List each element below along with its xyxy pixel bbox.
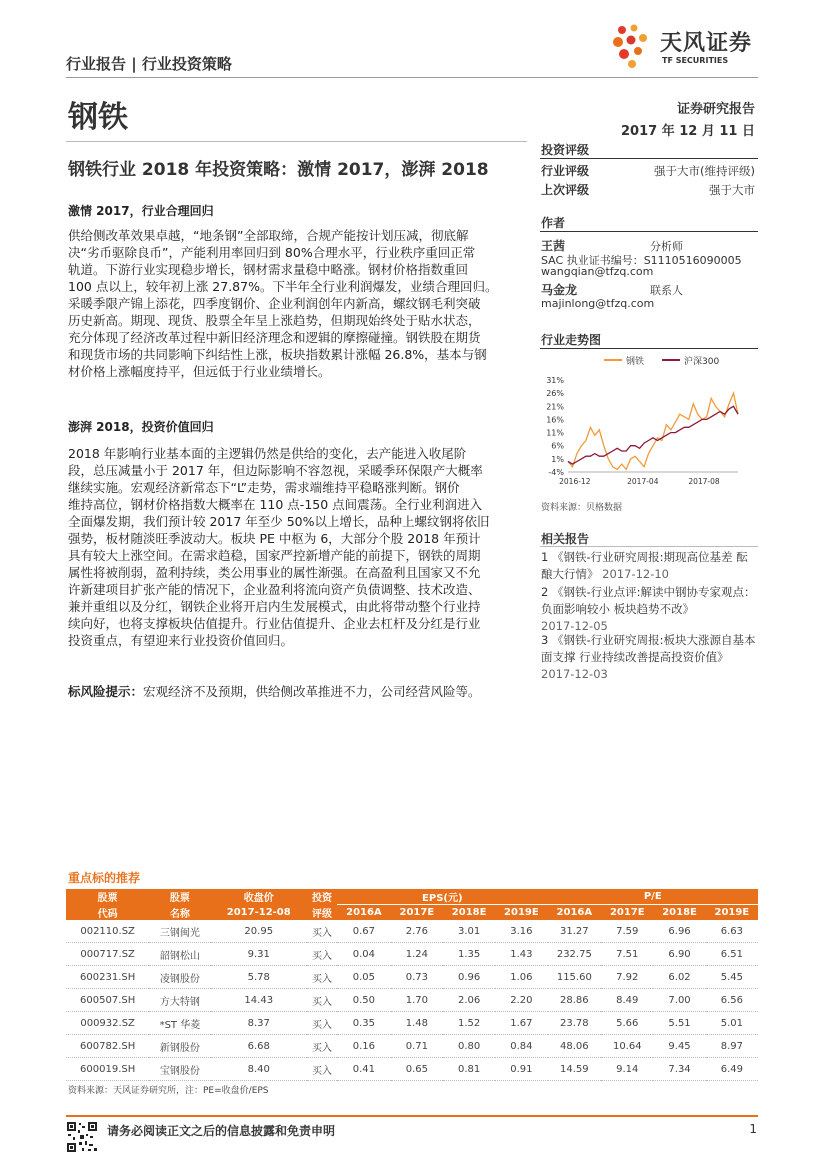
- title-divider: [66, 141, 527, 142]
- table-row: [66, 943, 758, 966]
- rating: 买入: [307, 1035, 337, 1058]
- eps-value: 0.73: [391, 966, 443, 989]
- stock-code: 600019.SH: [66, 1058, 149, 1081]
- logo-text-en: TF SECURITIES: [662, 56, 729, 65]
- eps-value: 0.67: [337, 920, 391, 943]
- related-report-3[interactable]: [541, 632, 759, 683]
- col-name: 股票: [149, 889, 210, 905]
- related-report-date: 2017-12-10: [602, 567, 669, 581]
- author1-email: wangqian@tfzq.com: [541, 265, 654, 278]
- section2-line: 许新建项目扩张产能的情况下，企业盈利将流向资产负债调整、技术改造、: [68, 582, 481, 597]
- col-year: 2016A: [337, 905, 391, 921]
- report-category: 行业报告 | 行业投资策略: [66, 55, 232, 73]
- y-tick-label: -4%: [548, 468, 564, 477]
- col-year: 2017E: [601, 905, 653, 921]
- eps-value: 2.20: [495, 989, 547, 1012]
- section2-body: [68, 445, 522, 649]
- eps-value: 0.65: [391, 1058, 443, 1081]
- pe-value: 5.45: [706, 966, 758, 989]
- y-tick-label: 26%: [546, 389, 564, 399]
- y-tick-label: 16%: [546, 415, 564, 425]
- industry-trend-chart: [540, 350, 758, 492]
- author2-email: majinlong@tfzq.com: [541, 297, 655, 310]
- table-row: [66, 1058, 758, 1081]
- author1-role: 分析师: [650, 240, 683, 253]
- stock-name: 新钢股份: [149, 1035, 210, 1058]
- rating-value: 强于大市(维持评级): [654, 164, 755, 178]
- section2-heading: 澎湃 2018，投资价值回归: [68, 420, 214, 434]
- eps-value: 2.76: [391, 920, 443, 943]
- company-logo: [612, 22, 760, 72]
- col-rating-2: 评级: [307, 905, 337, 921]
- x-tick-label: 2017-08: [688, 477, 720, 486]
- section1-line: 决“劣币驱除良币”，产能利用率回归到 80%合理水平，行业秩序重回正常: [68, 245, 476, 260]
- rating: 买入: [307, 966, 337, 989]
- y-tick-label: 11%: [546, 428, 564, 438]
- close-price: 6.68: [211, 1035, 307, 1058]
- eps-value: 0.96: [443, 966, 495, 989]
- stock-name: 韶钢松山: [149, 943, 210, 966]
- close-price: 5.78: [211, 966, 307, 989]
- section2-line: 具有较大上涨空间。在需求趋稳，国家严控新增产能的前提下，钢铁的周期: [68, 548, 481, 563]
- author1-name: 王茜: [541, 239, 566, 253]
- pe-value: 8.97: [706, 1035, 758, 1058]
- pe-value: 6.56: [706, 989, 758, 1012]
- pe-value: 6.51: [706, 943, 758, 966]
- logo-text-cn: 天风证券: [660, 31, 753, 56]
- col-name-2: 名称: [149, 905, 210, 921]
- section2-line: 继续实施。宏观经济新常态下“L”走势，需求端维持平稳略涨判断。钢价: [68, 480, 460, 495]
- section1-line: 充分体现了经济改革过程中新旧经济理念和逻辑的摩擦碰撞。钢铁股在期货: [68, 330, 481, 345]
- logo-mark-icon: [612, 22, 658, 72]
- prev-rating-label: 上次评级: [541, 183, 590, 197]
- legend-steel-label: 钢铁: [626, 357, 645, 367]
- pe-value: 9.45: [653, 1035, 705, 1058]
- qr-code-icon: [66, 1121, 98, 1153]
- sidebar-rule: [540, 546, 758, 547]
- section1-line: 和现货市场的共同影响下纠结性上涨，板块指数累计涨幅 26.8%，基本与钢: [68, 347, 487, 362]
- prev-rating-value: 强于大市: [709, 183, 755, 197]
- trend-title: 行业走势图: [541, 333, 602, 347]
- eps-value: 2.06: [443, 989, 495, 1012]
- pe-value: 23.78: [548, 1012, 602, 1035]
- stock-code: 600507.SH: [66, 989, 149, 1012]
- rating: 买入: [307, 1012, 337, 1035]
- close-price: 20.95: [211, 920, 307, 943]
- x-tick-label: 2016-12: [559, 477, 591, 486]
- eps-value: 0.71: [391, 1035, 443, 1058]
- section2-line: 续向好，也将支撑板块估值提升。行业估值提升、企业去杠杆及分红是行业: [68, 616, 481, 631]
- close-price: 14.43: [211, 989, 307, 1012]
- pe-value: 5.01: [706, 1012, 758, 1035]
- section1-body: [68, 227, 522, 380]
- table-source: 资料来源：天风证券研究所，注：PE=收盘价/EPS: [68, 1086, 269, 1096]
- stock-table-title: [68, 869, 140, 886]
- rating: 买入: [307, 1058, 337, 1081]
- eps-value: 0.05: [337, 966, 391, 989]
- page-number: 1: [749, 1122, 757, 1136]
- section2-line: 维持高位，钢材价格指数大概率在 110 点-150 点间震荡。全行业利润进入: [68, 497, 483, 512]
- header-divider: [66, 77, 758, 78]
- report-date: 2017 年 12 月 11 日: [621, 124, 755, 139]
- y-tick-label: 21%: [546, 402, 564, 412]
- footer-divider: [66, 1115, 758, 1117]
- section2-line: 段，总压减量小于 2017 年，但边际影响不容忽视，采暖季环保限产大概率: [68, 463, 483, 478]
- related-report-2[interactable]: [541, 584, 759, 635]
- col-code-2: 代码: [66, 905, 149, 921]
- eps-value: 1.52: [443, 1012, 495, 1035]
- close-price: 9.31: [211, 943, 307, 966]
- sidebar-rule: [540, 158, 758, 159]
- section2-line: 属性将被削弱，盈利持续，类公用事业的属性渐强。在高盈利且国家又不允: [68, 565, 481, 580]
- rating-title: 投资评级: [541, 143, 590, 157]
- y-tick-label: 1%: [551, 454, 564, 464]
- eps-value: 1.24: [391, 943, 443, 966]
- table-row: [66, 1035, 758, 1058]
- stock-name: 凌钢股份: [149, 966, 210, 989]
- series-line-steel: [568, 393, 738, 469]
- related-report-title: 3 《钢铁-行业研究周报:板块大涨源自基本面支撑 行业持续改善提高投资价值》: [541, 633, 756, 664]
- close-price: 8.37: [211, 1012, 307, 1035]
- stock-name: 方大特钢: [149, 989, 210, 1012]
- risk-note: [68, 683, 522, 700]
- col-year: 2017E: [391, 905, 443, 921]
- related-report-title: 1 《钢铁-行业研究周报:期现高位基差 酝酿大行情》: [541, 550, 748, 581]
- stock-table-title-text: 重点标的推荐: [68, 871, 141, 885]
- section1-line: 供给侧改革效果卓越，“地条钢”全部取缔，合规产能按计划压减，彻底解: [68, 228, 469, 243]
- stock-name: 三钢闽光: [149, 920, 210, 943]
- eps-value: 0.80: [443, 1035, 495, 1058]
- eps-value: 1.35: [443, 943, 495, 966]
- eps-value: 0.91: [495, 1058, 547, 1081]
- col-code: 股票: [66, 889, 149, 905]
- section2-line: 2018 年影响行业基本面的主逻辑仍然是供给的变化，去产能进入收尾阶: [68, 446, 467, 461]
- pe-value: 6.49: [706, 1058, 758, 1081]
- pe-value: 6.90: [653, 943, 705, 966]
- pe-value: 6.96: [653, 920, 705, 943]
- related-report-1[interactable]: [541, 549, 759, 583]
- pe-value: 28.86: [548, 989, 602, 1012]
- stock-code: 002110.SZ: [66, 920, 149, 943]
- stock-code: 000717.SZ: [66, 943, 149, 966]
- eps-value: 1.67: [495, 1012, 547, 1035]
- rating: 买入: [307, 943, 337, 966]
- col-price-date: 2017-12-08: [211, 905, 307, 921]
- footer-disclaimer[interactable]: 请务必阅读正文之后的信息披露和免责申明: [107, 1124, 336, 1138]
- sidebar-rule: [540, 231, 758, 232]
- section2-line: 全面爆发期，我们预计较 2017 年至少 50%以上增长，品种上螺纹钢将依旧: [68, 514, 490, 529]
- col-eps-group: EPS(元): [337, 889, 547, 905]
- sidebar-rule: [540, 348, 758, 349]
- x-tick-label: 2017-04: [627, 477, 659, 486]
- pe-value: 10.64: [601, 1035, 653, 1058]
- risk-label: 标风险提示：: [68, 684, 144, 699]
- pe-value: 7.59: [601, 920, 653, 943]
- stock-code: 600782.SH: [66, 1035, 149, 1058]
- table-row: [66, 1012, 758, 1035]
- author2-name: 马金龙: [541, 283, 578, 297]
- rating: 买入: [307, 989, 337, 1012]
- pe-value: 48.06: [548, 1035, 602, 1058]
- eps-value: 1.06: [495, 966, 547, 989]
- eps-value: 3.16: [495, 920, 547, 943]
- section1-line: 采暖季限产锦上添花，四季度钢价、企业利润创年内新高，螺纹钢毛利突破: [68, 296, 481, 311]
- pe-value: 6.63: [706, 920, 758, 943]
- section2-line: 投资重点，有望迎来行业投资价值回归。: [68, 633, 294, 648]
- table-row: [66, 920, 758, 943]
- series-line-hs300: [568, 406, 738, 464]
- risk-text: 宏观经济不及预期，供给侧改革推进不力，公司经营风险等。: [143, 684, 481, 699]
- eps-value: 1.48: [391, 1012, 443, 1035]
- section1-line: 历史新高。期现、现货、股票全年呈上涨趋势，但期现始终处于贴水状态，: [68, 313, 481, 328]
- section1-line: 100 点以上，较年初上涨 27.87%。下半年全行业利润爆发，业绩合理回归。: [68, 279, 498, 294]
- table-row: [66, 966, 758, 989]
- table-row: [66, 989, 758, 1012]
- eps-value: 3.01: [443, 920, 495, 943]
- eps-value: 1.70: [391, 989, 443, 1012]
- col-year: 2018E: [653, 905, 705, 921]
- chart-source: 资料来源：贝格数据: [541, 503, 623, 513]
- section1-line: 轨道。下游行业实现稳步增长，钢材需求量稳中略涨。钢材价格指数重回: [68, 262, 469, 277]
- pe-value: 8.49: [601, 989, 653, 1012]
- report-type: 证券研究报告: [676, 102, 755, 117]
- y-tick-label: 6%: [551, 441, 564, 451]
- rating-label: 行业评级: [541, 164, 590, 178]
- eps-value: 0.04: [337, 943, 391, 966]
- section1-heading: 激情 2017，行业合理回归: [68, 204, 214, 218]
- pe-value: 5.51: [653, 1012, 705, 1035]
- legend-hs300-label: 沪深300: [684, 357, 720, 367]
- eps-value: 0.41: [337, 1058, 391, 1081]
- pe-value: 14.59: [548, 1058, 602, 1081]
- related-title: 相关报告: [541, 532, 590, 546]
- pe-value: 7.92: [601, 966, 653, 989]
- stock-name: *ST 华菱: [149, 1012, 210, 1035]
- pe-value: 31.27: [548, 920, 602, 943]
- close-price: 8.40: [211, 1058, 307, 1081]
- pe-value: 7.51: [601, 943, 653, 966]
- eps-value: 1.43: [495, 943, 547, 966]
- section1-line: 材价格上涨幅度持平，但远低于行业业绩增长。: [68, 364, 331, 379]
- related-report-title: 2 《钢铁-行业点评:解读中钢协专家观点：负面影响较小 板块趋势不改》: [541, 585, 756, 616]
- section2-line: 兼并重组以及分红，钢铁企业将开启内生发展模式，由此将带动整个行业持: [68, 599, 481, 614]
- pe-value: 115.60: [548, 966, 602, 989]
- stock-name: 宝钢股份: [149, 1058, 210, 1081]
- author1-cert: SAC 执业证书编号：S1110516090005: [541, 254, 742, 267]
- col-year: 2019E: [706, 905, 758, 921]
- pe-value: 232.75: [548, 943, 602, 966]
- rating: 买入: [307, 920, 337, 943]
- stock-table: [66, 889, 758, 1081]
- y-tick-label: 31%: [546, 376, 564, 385]
- related-report-date: 2017-12-05: [541, 619, 608, 633]
- industry-name: 钢铁: [68, 100, 128, 135]
- pe-value: 7.34: [653, 1058, 705, 1081]
- col-price: 收盘价: [211, 889, 307, 905]
- stock-code: 600231.SH: [66, 966, 149, 989]
- col-year: 2019E: [495, 905, 547, 921]
- eps-value: 0.81: [443, 1058, 495, 1081]
- pe-value: 9.14: [601, 1058, 653, 1081]
- pe-value: 7.00: [653, 989, 705, 1012]
- eps-value: 0.84: [495, 1035, 547, 1058]
- col-year: 2016A: [548, 905, 602, 921]
- author-title: 作者: [541, 216, 566, 230]
- eps-value: 0.16: [337, 1035, 391, 1058]
- eps-value: 0.50: [337, 989, 391, 1012]
- section2-line: 强势，板材随淡旺季波动大。板块 PE 中枢为 6，大部分个股 2018 年预计: [68, 531, 481, 546]
- col-rating: 投资: [307, 889, 337, 905]
- pe-value: 5.66: [601, 1012, 653, 1035]
- eps-value: 0.35: [337, 1012, 391, 1035]
- report-title: 钢铁行业 2018 年投资策略：激情 2017，澎湃 2018: [68, 160, 489, 180]
- col-pe-group: P/E: [548, 889, 758, 905]
- stock-code: 000932.SZ: [66, 1012, 149, 1035]
- author2-role: 联系人: [650, 284, 683, 297]
- col-year: 2018E: [443, 905, 495, 921]
- pe-value: 6.02: [653, 966, 705, 989]
- related-report-date: 2017-12-03: [541, 667, 608, 681]
